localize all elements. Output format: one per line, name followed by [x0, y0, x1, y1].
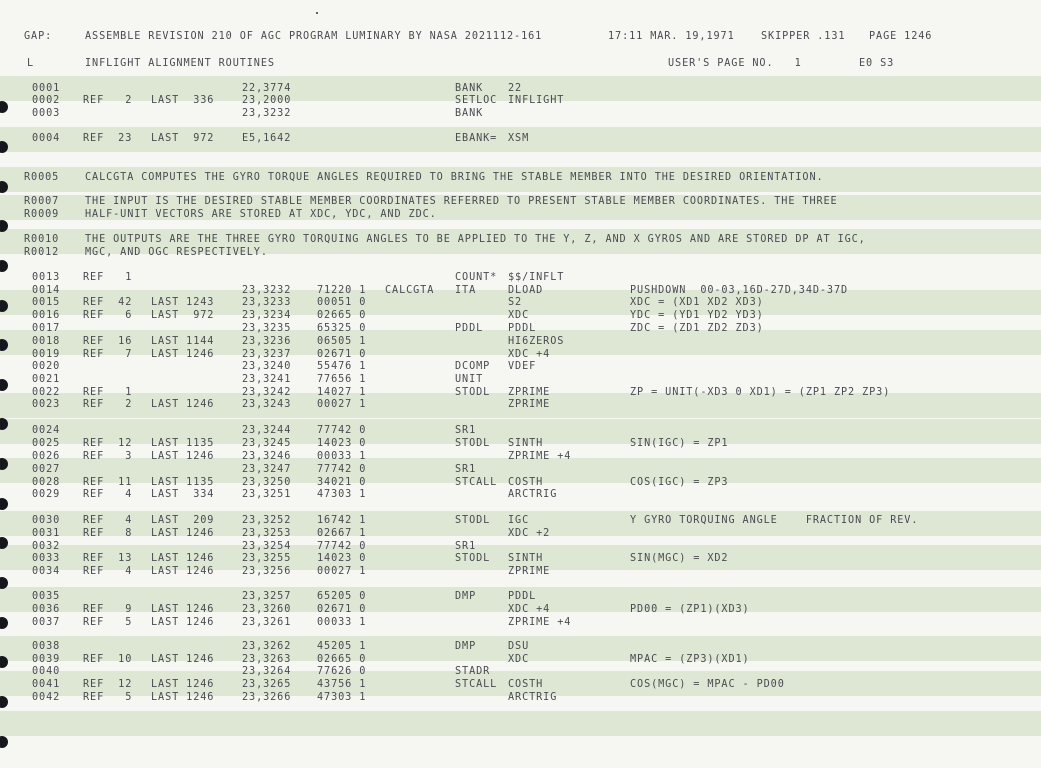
listing-ref: REF 42	[83, 297, 133, 308]
listing-seq: 0032	[32, 541, 61, 552]
listing-seq: 0020	[32, 361, 61, 372]
listing-addr: 23,3253	[242, 528, 292, 539]
listing-code: 55476 1	[317, 361, 367, 372]
listing-op: ITA	[455, 285, 477, 296]
listing-operand: ZPRIME	[508, 399, 551, 410]
listing-op: SR1	[455, 464, 477, 475]
listing-op: STODL	[455, 553, 491, 564]
listing-op: STCALL	[455, 477, 498, 488]
remark-seq: R0007	[24, 196, 60, 207]
listing-op: BANK	[455, 108, 484, 119]
remark-seq: R0005	[24, 172, 60, 183]
feed-hole	[0, 736, 8, 748]
feed-hole	[0, 656, 8, 668]
listing-code: 65325 0	[317, 323, 367, 334]
listing-operand: ZPRIME +4	[508, 451, 572, 462]
listing-operand: $$/INFLT	[508, 272, 565, 283]
listing-last: LAST 1246	[151, 399, 215, 410]
listing-ref: REF 5	[83, 692, 133, 703]
listing-op: STODL	[455, 438, 491, 449]
remark-seq: R0009	[24, 209, 60, 220]
listing-code: 77656 1	[317, 374, 367, 385]
listing-code: 14027 1	[317, 387, 367, 398]
listing-seq: 0003	[32, 108, 61, 119]
listing-seq: 0039	[32, 654, 61, 665]
listing-ref: REF 1	[83, 272, 133, 283]
listing-addr: 23,3232	[242, 108, 292, 119]
listing-last: LAST 1144	[151, 336, 215, 347]
listing-seq: 0040	[32, 666, 61, 677]
listing-operand: XDC +4	[508, 604, 551, 615]
feed-hole	[0, 537, 8, 549]
listing-addr: 23,3264	[242, 666, 292, 677]
listing-seq: 0038	[32, 641, 61, 652]
listing-comment: SIN(MGC) = XD2	[630, 553, 729, 564]
feed-hole	[0, 141, 8, 153]
listing-seq: 0031	[32, 528, 61, 539]
listing-last: LAST 1243	[151, 297, 215, 308]
listing-seq: 0033	[32, 553, 61, 564]
feed-hole	[0, 339, 8, 351]
listing-ref: REF 2	[83, 399, 133, 410]
listing-addr: 23,3252	[242, 515, 292, 526]
listing-addr: 23,3245	[242, 438, 292, 449]
listing-operand: ARCTRIG	[508, 692, 558, 703]
listing-ref: REF 10	[83, 654, 133, 665]
listing-code: 06505 1	[317, 336, 367, 347]
listing-op: EBANK=	[455, 133, 498, 144]
listing-seq: 0021	[32, 374, 61, 385]
greenbar-band	[0, 711, 1041, 736]
listing-addr: 23,3250	[242, 477, 292, 488]
listing-op: COUNT*	[455, 272, 498, 283]
feed-hole	[0, 696, 8, 708]
listing-op: STADR	[455, 666, 491, 677]
listing-operand: XDC	[508, 654, 530, 665]
listing-seq: 0028	[32, 477, 61, 488]
listing-seq: 0018	[32, 336, 61, 347]
remark-text: MGC, AND OGC RESPECTIVELY.	[85, 247, 268, 258]
listing-addr: 23,2000	[242, 95, 292, 106]
listing-ref: REF 4	[83, 566, 133, 577]
listing-last: LAST 334	[151, 489, 215, 500]
listing-operand: ZPRIME	[508, 566, 551, 577]
listing-comment: PUSHDOWN 00-03,16D-27D,34D-37D	[630, 285, 849, 296]
listing-addr: 23,3256	[242, 566, 292, 577]
users-page-number: USER'S PAGE NO. 1	[668, 58, 802, 69]
listing-seq: 0022	[32, 387, 61, 398]
listing-seq: 0013	[32, 272, 61, 283]
listing-seq: 0014	[32, 285, 61, 296]
listing-ref: REF 12	[83, 438, 133, 449]
remark-text: HALF-UNIT VECTORS ARE STORED AT XDC, YDC, AND ZDC.	[85, 209, 437, 220]
listing-op: SETLOC	[455, 95, 498, 106]
feed-hole	[0, 260, 8, 272]
listing-code: 71220 1	[317, 285, 367, 296]
listing-code: 47303 1	[317, 692, 367, 703]
listing-seq: 0042	[32, 692, 61, 703]
paper-speck	[316, 12, 318, 14]
listing-comment: COS(IGC) = ZP3	[630, 477, 729, 488]
listing-addr: 23,3255	[242, 553, 292, 564]
listing-code: 02667 1	[317, 528, 367, 539]
listing-operand: XDC +4	[508, 349, 551, 360]
listing-last: LAST 1135	[151, 438, 215, 449]
listing-op: UNIT	[455, 374, 484, 385]
listing-operand: 22	[508, 83, 523, 94]
remark-text: CALCGTA COMPUTES THE GYRO TORQUE ANGLES REQUIRED TO BRING THE STABLE MEMBER INTO THE DESIRED ORIENTATION.	[85, 172, 824, 183]
listing-operand: XDC +2	[508, 528, 551, 539]
listing-gap-label: GAP:	[24, 31, 53, 42]
listing-op: STCALL	[455, 679, 498, 690]
listing-last: LAST 972	[151, 310, 215, 321]
feed-hole	[0, 458, 8, 470]
listing-seq: 0004	[32, 133, 61, 144]
listing-operand: SINTH	[508, 438, 544, 449]
listing-comment: PD00 = (ZP1)(XD3)	[630, 604, 750, 615]
listing-operand: XSM	[508, 133, 530, 144]
listing-code: 34021 0	[317, 477, 367, 488]
listing-last: LAST 209	[151, 515, 215, 526]
listing-addr: 23,3251	[242, 489, 292, 500]
listing-addr: 23,3257	[242, 591, 292, 602]
listing-code: 02671 0	[317, 349, 367, 360]
section-title: INFLIGHT ALIGNMENT ROUTINES	[85, 58, 275, 69]
listing-code: 00033 1	[317, 451, 367, 462]
listing-ref: REF 6	[83, 310, 133, 321]
listing-ref: REF 16	[83, 336, 133, 347]
listing-last: LAST 1246	[151, 566, 215, 577]
listing-op: STODL	[455, 515, 491, 526]
listing-operand: ZPRIME +4	[508, 617, 572, 628]
listing-addr: 22,3774	[242, 83, 292, 94]
listing-operand: SINTH	[508, 553, 544, 564]
listing-operand: PDDL	[508, 591, 537, 602]
listing-ref: REF 9	[83, 604, 133, 615]
listing-title: ASSEMBLE REVISION 210 OF AGC PROGRAM LUMINARY BY NASA 2021112-161	[85, 31, 543, 42]
listing-addr: 23,3232	[242, 285, 292, 296]
listing-seq: 0016	[32, 310, 61, 321]
listing-ref: REF 4	[83, 515, 133, 526]
listing-code: 77742 0	[317, 425, 367, 436]
listing-op: SR1	[455, 425, 477, 436]
listing-code: 14023 0	[317, 438, 367, 449]
listing-datetime: 17:11 MAR. 19,1971	[608, 31, 735, 42]
listing-seq: 0030	[32, 515, 61, 526]
listing-seq: 0026	[32, 451, 61, 462]
listing-operand: XDC	[508, 310, 530, 321]
listing-ref: REF 13	[83, 553, 133, 564]
remark-text: THE OUTPUTS ARE THE THREE GYRO TORQUING ANGLES TO BE APPLIED TO THE Y, Z, AND X GYROS AND ARE STORED DP AT IGC,	[85, 234, 866, 245]
remark-seq: R0010	[24, 234, 60, 245]
listing-last: LAST 1246	[151, 679, 215, 690]
listing-last: LAST 972	[151, 133, 215, 144]
listing-seq: 0029	[32, 489, 61, 500]
listing-comment: XDC = (XD1 XD2 XD3)	[630, 297, 764, 308]
listing-seq: 0024	[32, 425, 61, 436]
listing-code: 45205 1	[317, 641, 367, 652]
listing-addr: 23,3244	[242, 425, 292, 436]
listing-addr: 23,3261	[242, 617, 292, 628]
listing-code: 02665 0	[317, 310, 367, 321]
listing-operand: INFLIGHT	[508, 95, 565, 106]
listing-last: LAST 1246	[151, 654, 215, 665]
listing-addr: 23,3260	[242, 604, 292, 615]
listing-addr: 23,3262	[242, 641, 292, 652]
listing-seq: 0015	[32, 297, 61, 308]
feed-hole	[0, 220, 8, 232]
listing-seq: 0035	[32, 591, 61, 602]
feed-hole	[0, 418, 8, 430]
listing-addr: 23,3243	[242, 399, 292, 410]
listing-op: DMP	[455, 641, 477, 652]
listing-operand: S2	[508, 297, 523, 308]
listing-code: 47303 1	[317, 489, 367, 500]
listing-seq: 0041	[32, 679, 61, 690]
listing-code: 65205 0	[317, 591, 367, 602]
feed-hole	[0, 300, 8, 312]
listing-addr: 23,3254	[242, 541, 292, 552]
tractor-feed-holes	[0, 0, 14, 768]
listing-seq: 0037	[32, 617, 61, 628]
listing-last: LAST 1246	[151, 528, 215, 539]
listing-code: 16742 1	[317, 515, 367, 526]
listing-ref: REF 1	[83, 387, 133, 398]
listing-seq: 0017	[32, 323, 61, 334]
listing-code: 14023 0	[317, 553, 367, 564]
listing-seq: 0023	[32, 399, 61, 410]
listing-operand: PDDL	[508, 323, 537, 334]
listing-ref: REF 12	[83, 679, 133, 690]
feed-hole	[0, 101, 8, 113]
listing-seq: 0027	[32, 464, 61, 475]
listing-addr: 23,3263	[242, 654, 292, 665]
listing-addr: 23,3240	[242, 361, 292, 372]
listing-operand: COSTH	[508, 477, 544, 488]
listing-addr: 23,3233	[242, 297, 292, 308]
listing-seq: 0019	[32, 349, 61, 360]
listing-addr: 23,3265	[242, 679, 292, 690]
listing-addr: 23,3241	[242, 374, 292, 385]
listing-code: 00051 0	[317, 297, 367, 308]
listing-op: DCOMP	[455, 361, 491, 372]
listing-seq: 0036	[32, 604, 61, 615]
listing-ref: REF 2	[83, 95, 133, 106]
listing-code: 02671 0	[317, 604, 367, 615]
listing-code: 02665 0	[317, 654, 367, 665]
listing-operand: COSTH	[508, 679, 544, 690]
listing-operand: DLOAD	[508, 285, 544, 296]
listing-seq: 0025	[32, 438, 61, 449]
listing-ref: REF 8	[83, 528, 133, 539]
listing-last: LAST 1135	[151, 477, 215, 488]
listing-skipper: SKIPPER .131	[761, 31, 846, 42]
listing-addr: E5,1642	[242, 133, 292, 144]
listing-ref: REF 4	[83, 489, 133, 500]
listing-ref: REF 5	[83, 617, 133, 628]
listing-seq: 0034	[32, 566, 61, 577]
listing-op: SR1	[455, 541, 477, 552]
listing-last: LAST 1246	[151, 451, 215, 462]
listing-op: BANK	[455, 83, 484, 94]
listing-code: 00027 1	[317, 399, 367, 410]
section-code: E0 S3	[859, 58, 895, 69]
listing-comment: ZP = UNIT(-XD3 0 XD1) = (ZP1 ZP2 ZP3)	[630, 387, 891, 398]
listing-code: 77742 0	[317, 541, 367, 552]
listing-operand: IGC	[508, 515, 530, 526]
listing-last: LAST 1246	[151, 553, 215, 564]
listing-comment: SIN(IGC) = ZP1	[630, 438, 729, 449]
listing-code: 77626 0	[317, 666, 367, 677]
listing-addr: 23,3235	[242, 323, 292, 334]
listing-code: 00027 1	[317, 566, 367, 577]
listing-ref: REF 23	[83, 133, 133, 144]
listing-last: LAST 1246	[151, 617, 215, 628]
listing-op: PDDL	[455, 323, 484, 334]
listing-operand: ARCTRIG	[508, 489, 558, 500]
listing-last: LAST 1246	[151, 604, 215, 615]
feed-hole	[0, 379, 8, 391]
feed-hole	[0, 498, 8, 510]
listing-ref: REF 11	[83, 477, 133, 488]
listing-addr: 23,3266	[242, 692, 292, 703]
listing-comment: YDC = (YD1 YD2 YD3)	[630, 310, 764, 321]
listing-code: 00033 1	[317, 617, 367, 628]
listing-last: LAST 1246	[151, 349, 215, 360]
section-letter: L	[27, 58, 35, 69]
listing-comment: Y GYRO TORQUING ANGLE FRACTION OF REV.	[630, 515, 919, 526]
listing-operand: ZPRIME	[508, 387, 551, 398]
listing-ref: REF 3	[83, 451, 133, 462]
listing-page-number: PAGE 1246	[869, 31, 933, 42]
listing-op: DMP	[455, 591, 477, 602]
remark-text: THE INPUT IS THE DESIRED STABLE MEMBER COORDINATES REFERRED TO PRESENT STABLE MEMBER COORDINATES. THE THREE	[85, 196, 838, 207]
listing-op: STODL	[455, 387, 491, 398]
listing-addr: 23,3242	[242, 387, 292, 398]
listing-addr: 23,3237	[242, 349, 292, 360]
listing-comment: COS(MGC) = MPAC - PD00	[630, 679, 785, 690]
listing-comment: MPAC = (ZP3)(XD1)	[630, 654, 750, 665]
listing-addr: 23,3247	[242, 464, 292, 475]
listing-comment: ZDC = (ZD1 ZD2 ZD3)	[630, 323, 764, 334]
listing-code: 43756 1	[317, 679, 367, 690]
listing-addr: 23,3246	[242, 451, 292, 462]
listing-ref: REF 7	[83, 349, 133, 360]
listing-operand: HI6ZEROS	[508, 336, 565, 347]
listing-addr: 23,3234	[242, 310, 292, 321]
listing-operand: DSU	[508, 641, 530, 652]
listing-code: 77742 0	[317, 464, 367, 475]
feed-hole	[0, 181, 8, 193]
listing-seq: 0002	[32, 95, 61, 106]
remark-seq: R0012	[24, 247, 60, 258]
listing-addr: 23,3236	[242, 336, 292, 347]
listing-last: LAST 336	[151, 95, 215, 106]
listing-seq: 0001	[32, 83, 61, 94]
feed-hole	[0, 617, 8, 629]
feed-hole	[0, 577, 8, 589]
listing-operand: VDEF	[508, 361, 537, 372]
listing-last: LAST 1246	[151, 692, 215, 703]
listing-label: CALCGTA	[385, 285, 435, 296]
